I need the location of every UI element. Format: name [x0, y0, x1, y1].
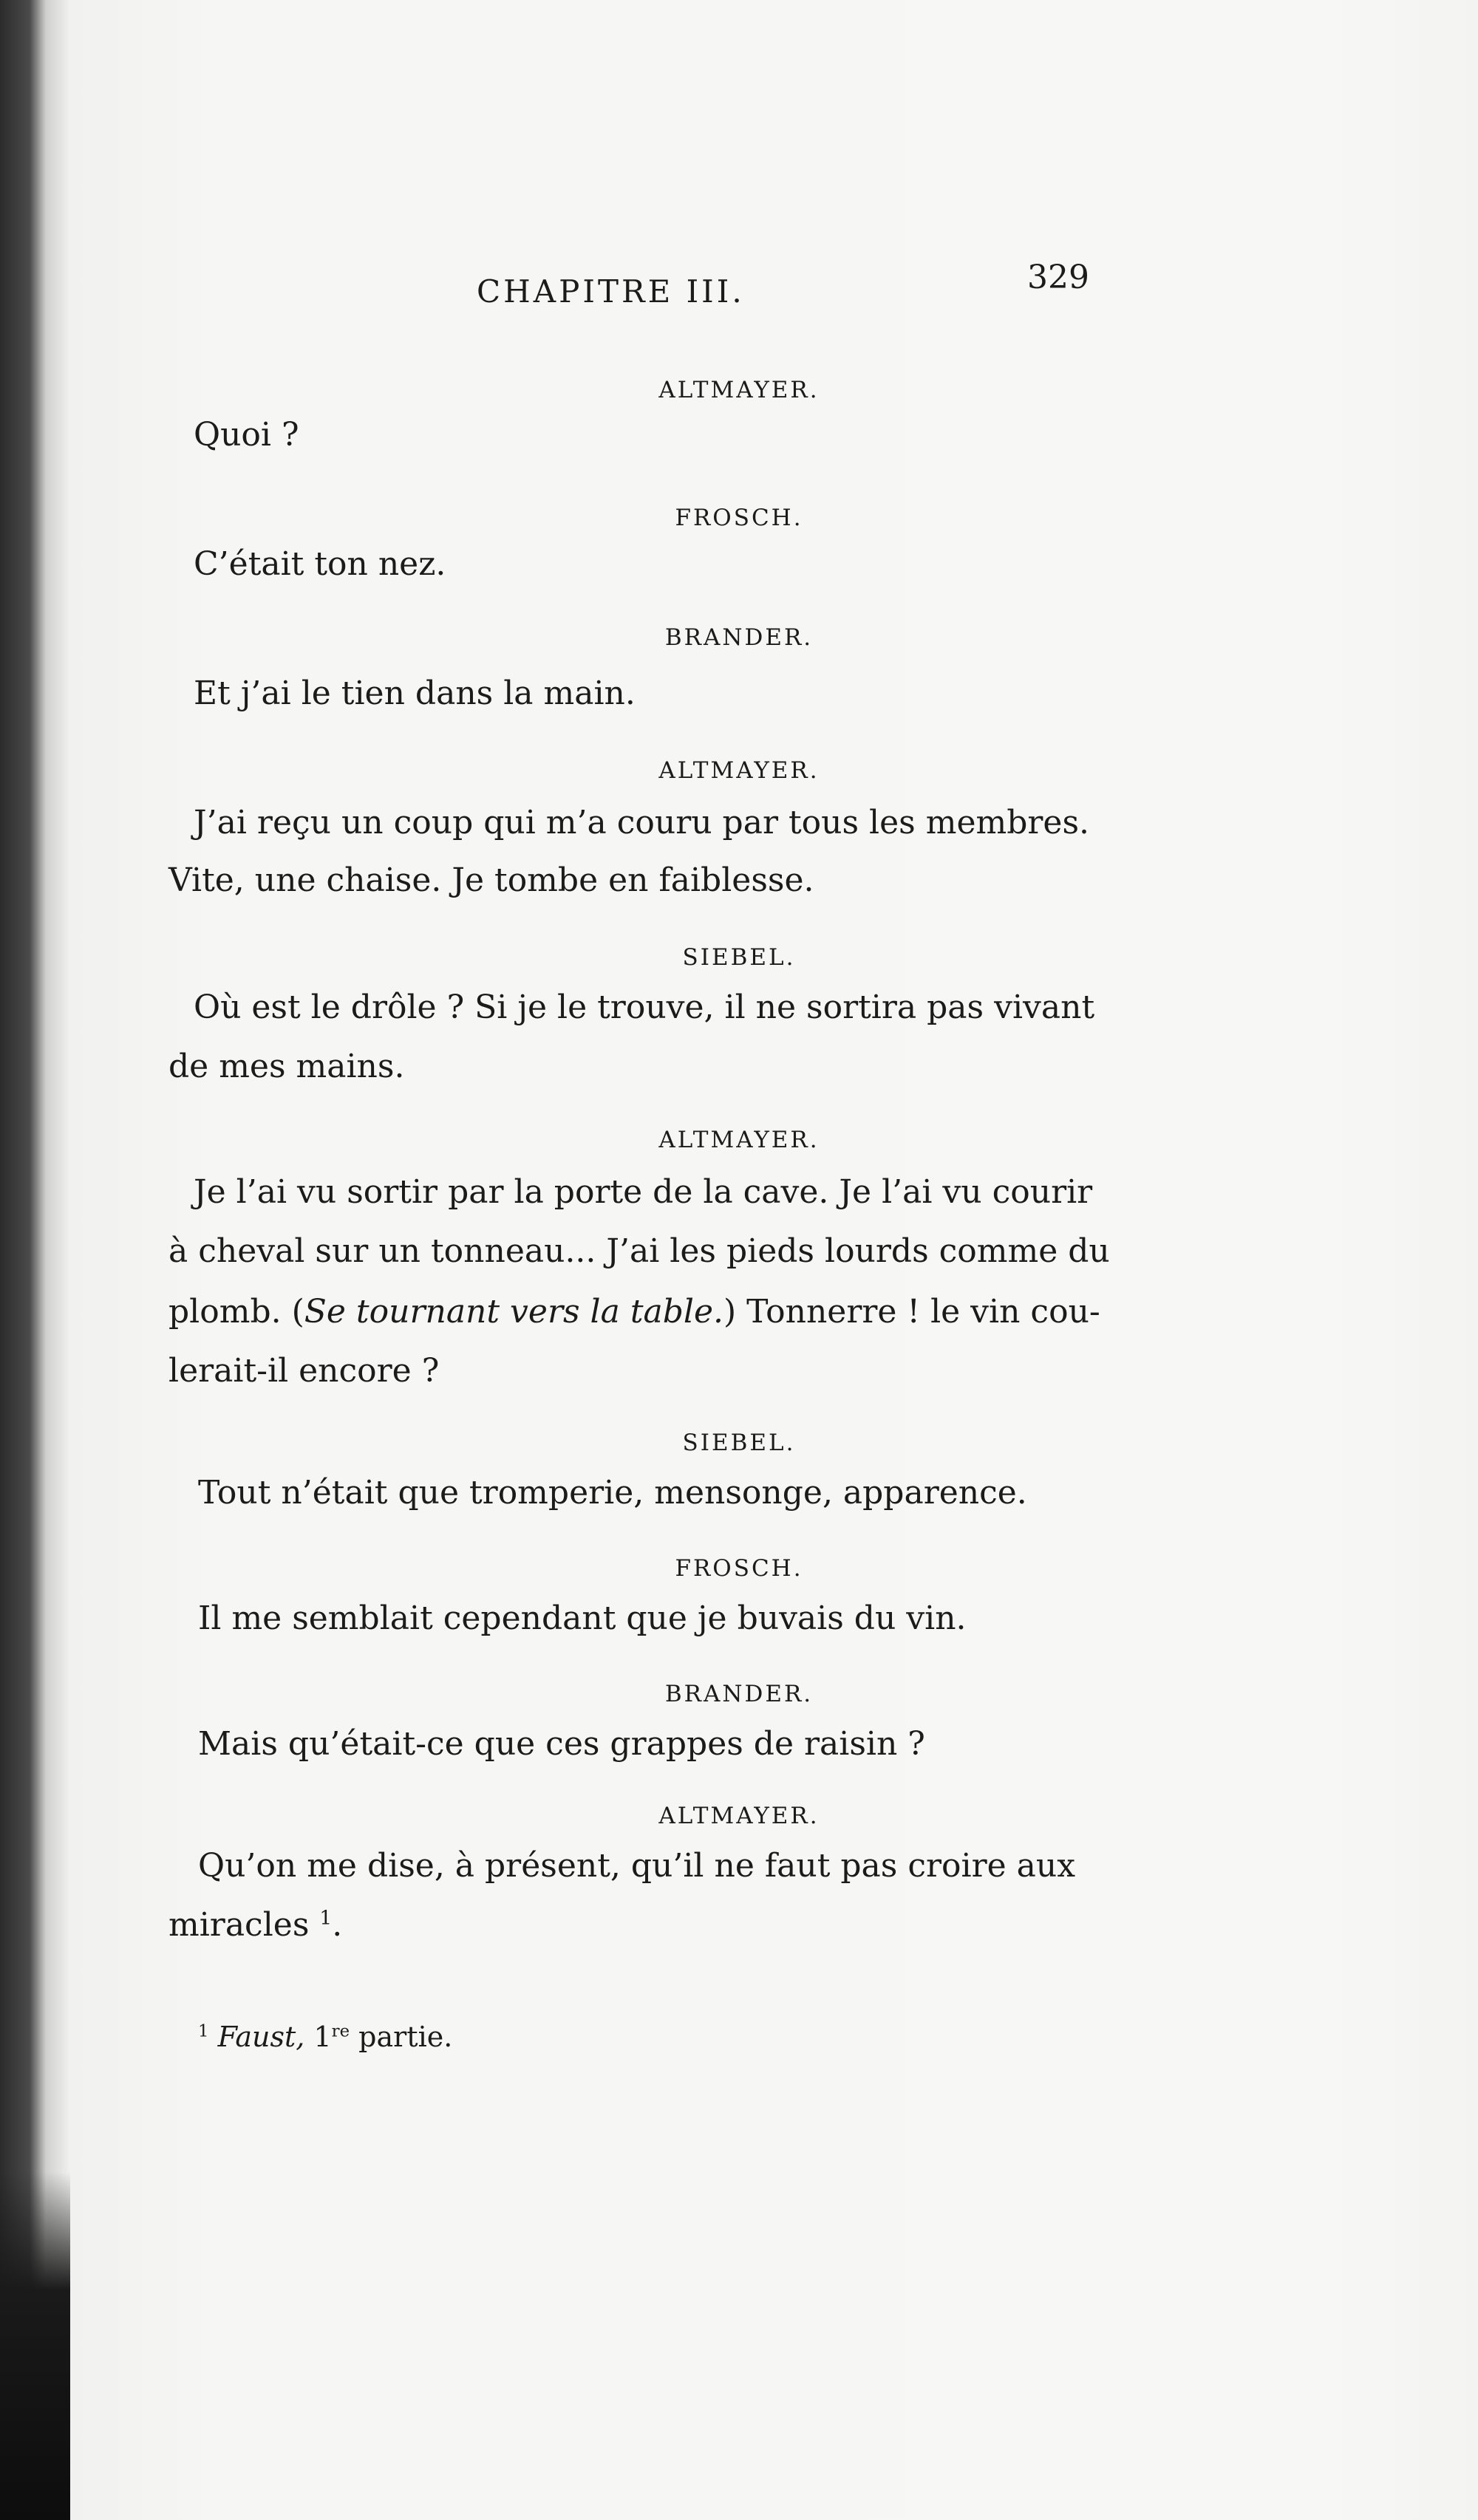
dialogue-line: Quoi ?: [194, 416, 299, 454]
speaker-name: ALTMAYER.: [658, 1803, 820, 1829]
speaker-name: SIEBEL.: [682, 1430, 796, 1456]
dialogue-line: Tout n’était que tromperie, mensonge, apparence.: [198, 1474, 1027, 1512]
speaker-name: ALTMAYER.: [658, 1127, 820, 1153]
book-spine-shadow: [0, 2172, 70, 2520]
dialogue-line: à cheval sur un tonneau... J’ai les pieds lourds comme du: [168, 1232, 1110, 1270]
line-text: .: [332, 1906, 343, 1944]
footnote-ordinal: 1: [313, 2021, 332, 2053]
speaker-name: ALTMAYER.: [658, 757, 820, 784]
speaker-name: BRANDER.: [664, 1681, 814, 1707]
dialogue-line: Je l’ai vu sortir par la porte de la cave. Je l’ai vu courir: [194, 1173, 1093, 1211]
dialogue-line: Qu’on me dise, à présent, qu’il ne faut pas croire aux: [198, 1847, 1076, 1885]
speaker-name: SIEBEL.: [682, 944, 796, 971]
footnote: [198, 2021, 452, 2053]
speaker-name: ALTMAYER.: [658, 377, 820, 403]
dialogue-line: Et j’ai le tien dans la main.: [194, 675, 636, 712]
speaker-name: FROSCH.: [675, 505, 803, 531]
footnote-text: partie.: [358, 2021, 453, 2053]
line-text: plomb. (: [168, 1293, 304, 1331]
dialogue-line: C’était ton nez.: [194, 545, 446, 583]
footnote-marker: 1: [198, 2021, 209, 2041]
footnote-title: Faust,: [217, 2021, 305, 2053]
dialogue-line: [168, 1906, 342, 1944]
dialogue-line: lerait-il encore ?: [168, 1352, 440, 1390]
page-number: 329: [1027, 259, 1089, 296]
dialogue-line: Vite, une chaise. Je tombe en faiblesse.: [168, 861, 814, 899]
line-text: ) Tonnerre ! le vin cou-: [723, 1293, 1100, 1331]
footnote-reference: 1: [319, 1906, 333, 1930]
stage-direction: Se tournant vers la table.: [304, 1293, 724, 1331]
footnote-ordinal-suffix: re: [331, 2021, 350, 2041]
dialogue-line: de mes mains.: [168, 1048, 405, 1085]
speaker-name: BRANDER.: [664, 624, 814, 651]
speaker-name: FROSCH.: [675, 1555, 803, 1582]
dialogue-line: [168, 1293, 1100, 1331]
dialogue-line: J’ai reçu un coup qui m’a couru par tous les membres.: [194, 804, 1090, 841]
running-head: CHAPITRE III.: [477, 273, 745, 310]
dialogue-line: Où est le drôle ? Si je le trouve, il ne sortira pas vivant: [194, 988, 1095, 1026]
dialogue-line: Il me semblait cependant que je buvais du vin.: [198, 1599, 967, 1637]
dialogue-line: Mais qu’était-ce que ces grappes de raisin ?: [198, 1725, 925, 1763]
line-text: miracles: [168, 1906, 310, 1944]
